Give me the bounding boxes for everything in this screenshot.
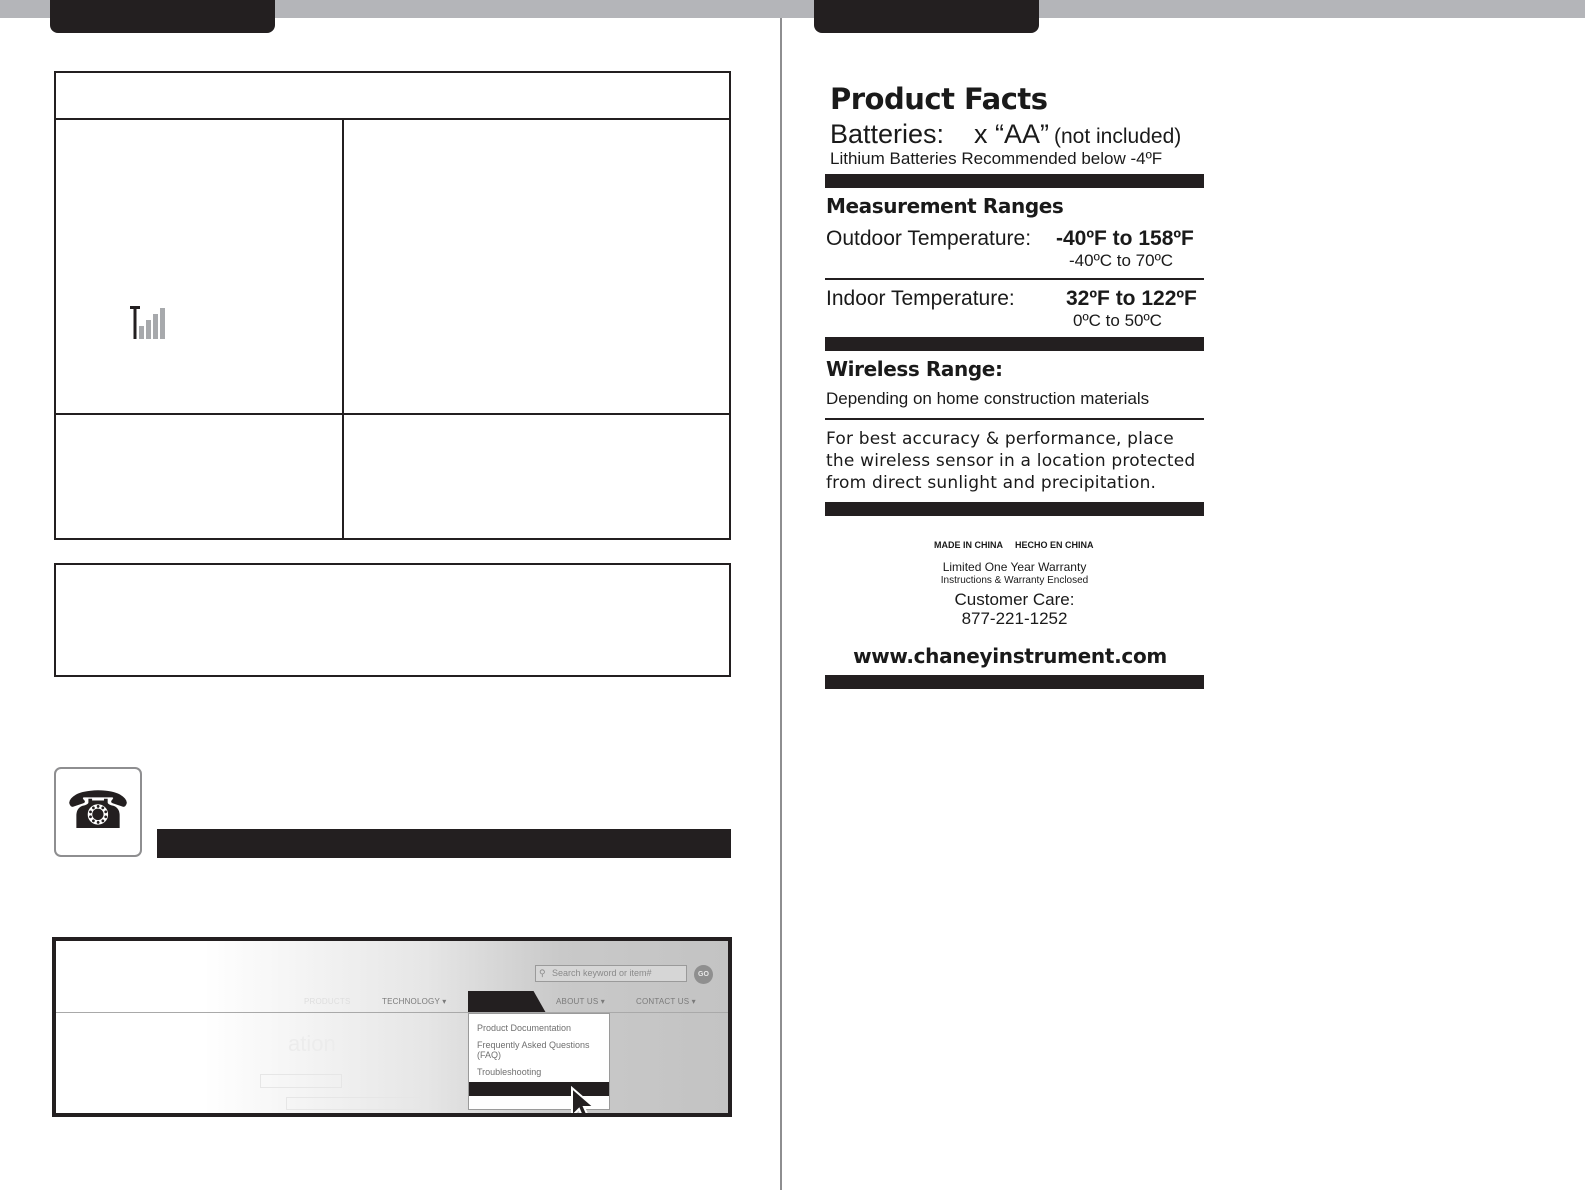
menu-item-faq[interactable]: Frequently Asked Questions (FAQ)	[477, 1040, 590, 1060]
made-in-china: MADE IN CHINA	[934, 540, 1003, 550]
right-section-tab	[814, 0, 1039, 33]
page-divider	[780, 18, 782, 1190]
thin-rule-2	[825, 418, 1204, 420]
search-icon: ⚲	[539, 968, 546, 978]
table-column-rule	[342, 118, 344, 540]
thick-rule-2	[825, 337, 1204, 351]
indoor-temp-c: 0ºC to 50ºC	[1073, 311, 1162, 330]
measurement-ranges-heading: Measurement Ranges	[826, 194, 1064, 218]
search-input[interactable]	[535, 965, 687, 982]
indoor-temp-f: 32ºF to 122ºF	[1066, 287, 1197, 310]
table-header-rule	[54, 118, 731, 120]
product-facts-title: Product Facts	[830, 82, 1048, 116]
accuracy-line-1: For best accuracy & performance, place	[826, 429, 1174, 449]
outdoor-temp-f: -40ºF to 158ºF	[1056, 227, 1194, 250]
nav-underline	[56, 1012, 732, 1013]
nav-about-us[interactable]: ABOUT US ▾	[556, 997, 605, 1006]
go-button[interactable]: GO	[694, 965, 713, 984]
faded-page-heading: ation	[288, 1031, 336, 1056]
batteries-value: x “AA”	[974, 119, 1050, 149]
signal-strength-icon	[130, 306, 170, 340]
phone-icon-box	[54, 767, 142, 857]
indoor-temp-label: Indoor Temperature:	[826, 287, 1015, 310]
nav-contact-us[interactable]: CONTACT US ▾	[636, 997, 696, 1006]
batteries-label: Batteries:	[830, 119, 945, 149]
thin-rule-1	[825, 278, 1204, 280]
nav-support-active-tab[interactable]	[468, 991, 546, 1013]
hecho-en-china: HECHO EN CHINA	[1015, 540, 1094, 550]
outdoor-temp-c: -40ºC to 70ºC	[1069, 251, 1174, 270]
nav-products[interactable]: PRODUCTS	[304, 997, 351, 1006]
phone-icon: ☎	[65, 781, 131, 841]
website-url[interactable]: www.chaneyinstrument.com	[853, 644, 1167, 668]
menu-item-product-documentation[interactable]: Product Documentation	[477, 1023, 572, 1033]
lithium-note: Lithium Batteries Recommended below -4ºF	[830, 149, 1163, 168]
faded-input	[286, 1097, 424, 1110]
cursor-arrow-icon	[570, 1086, 598, 1117]
nav-technology[interactable]: TECHNOLOGY ▾	[382, 997, 447, 1006]
thick-rule-1	[825, 174, 1204, 188]
notice-box	[54, 563, 731, 677]
thick-rule-4	[825, 675, 1204, 689]
wireless-range-heading: Wireless Range:	[826, 357, 1003, 381]
batteries-note: (not included)	[1054, 125, 1182, 148]
faded-select	[260, 1074, 342, 1088]
customer-care-label: Customer Care:	[954, 590, 1075, 609]
left-section-tab	[50, 0, 275, 33]
menu-item-troubleshooting[interactable]: Troubleshooting	[477, 1067, 542, 1077]
warranty-text: Limited One Year Warranty	[942, 560, 1087, 574]
outdoor-temp-label: Outdoor Temperature:	[826, 227, 1032, 250]
search-placeholder: Search keyword or item#	[552, 968, 652, 978]
website-screenshot	[52, 937, 732, 1117]
customer-care-phone: 877-221-1252	[961, 609, 1068, 628]
wireless-range-note: Depending on home construction materials	[826, 389, 1150, 408]
table-row-rule	[54, 413, 731, 415]
warranty-note: Instructions & Warranty Enclosed	[940, 575, 1089, 586]
heading-bar	[157, 829, 731, 858]
accuracy-line-3: from direct sunlight and precipitation.	[826, 473, 1157, 493]
accuracy-line-2: the wireless sensor in a location protected	[826, 451, 1196, 471]
thick-rule-3	[825, 502, 1204, 516]
